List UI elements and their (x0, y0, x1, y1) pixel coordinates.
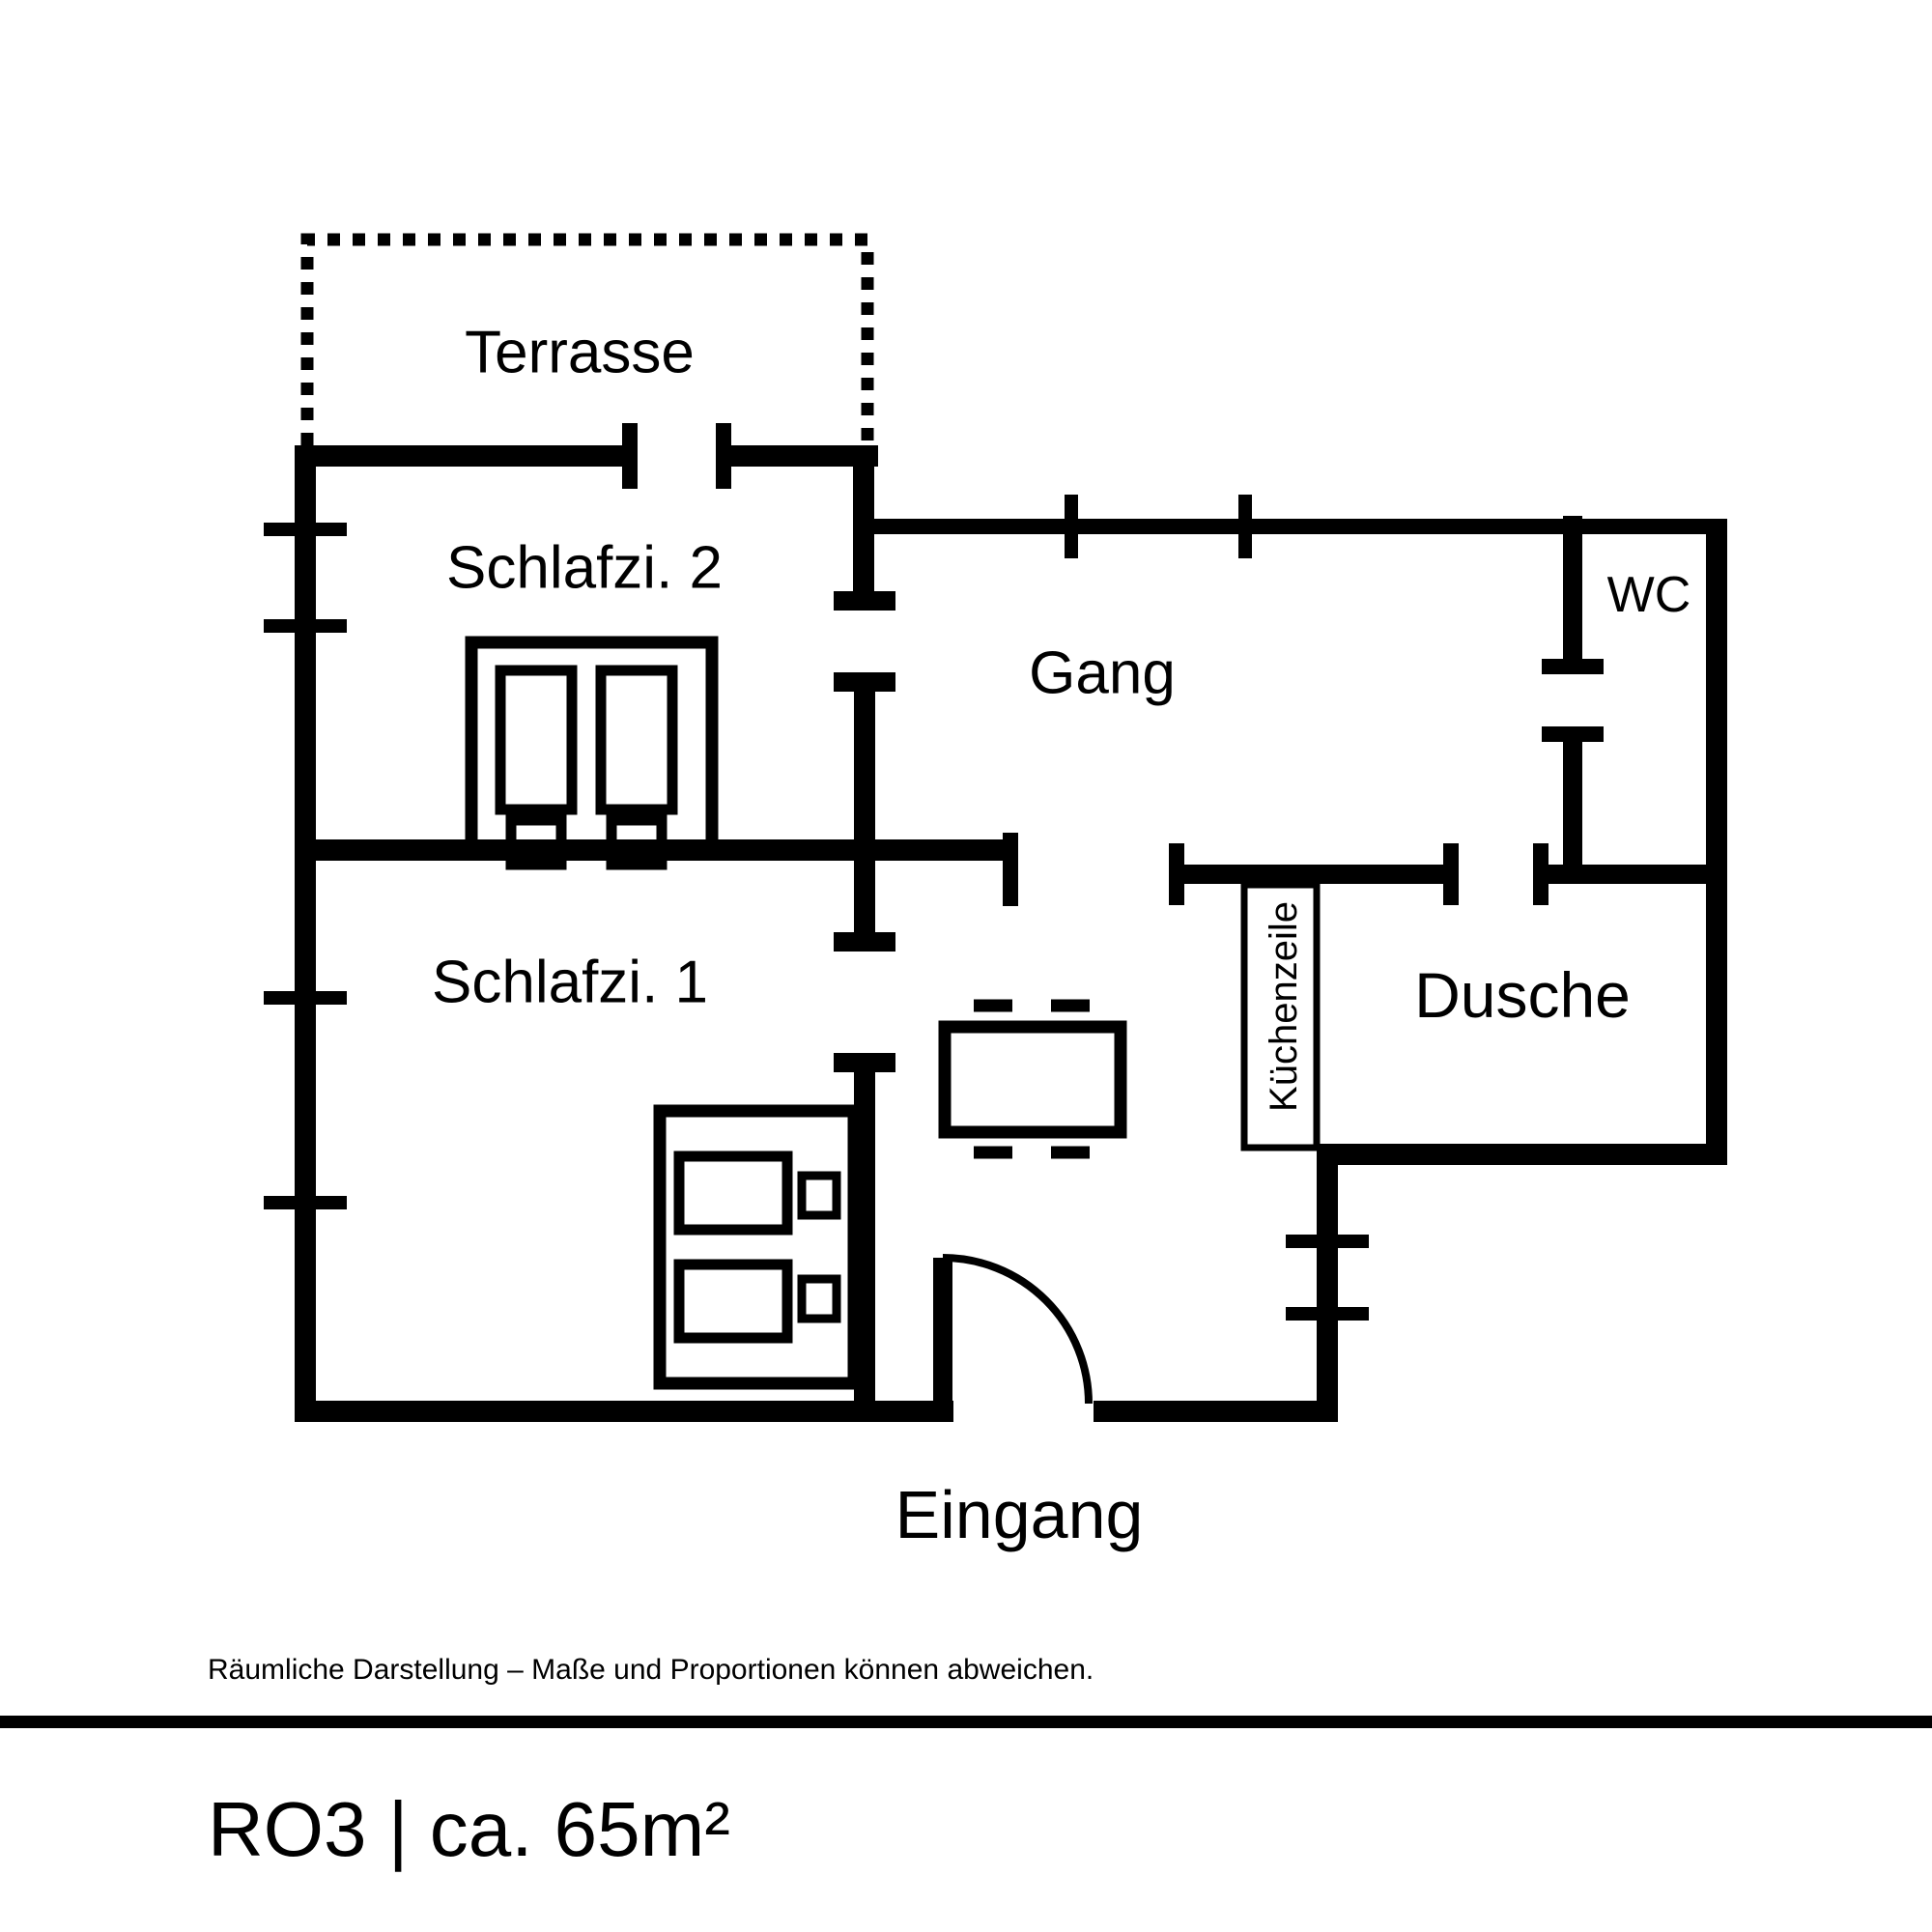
bed2-mattress (601, 670, 672, 810)
unit-title: RO3 | ca. 65m² (208, 1786, 730, 1872)
room-label-schlafzi-1: Schlafzi. 1 (431, 949, 709, 1016)
dining-table (945, 1027, 1121, 1132)
room-label-terrasse: Terrasse (465, 319, 695, 386)
footer-divider (0, 1716, 1932, 1728)
room-label-dusche: Dusche (1414, 959, 1631, 1031)
room-label-kuechenzeile: Küchenzeile (1263, 901, 1305, 1112)
room-label-gang: Gang (1029, 639, 1176, 707)
bed1-mattress (679, 1264, 787, 1338)
bed2-mattress (500, 670, 572, 810)
room-label-wc: WC (1606, 567, 1691, 623)
bed1-pillow (802, 1176, 837, 1215)
disclaimer-text: Räumliche Darstellung – Maße und Proportionen können abweichen. (208, 1654, 1094, 1686)
room-label-schlafzi-2: Schlafzi. 2 (445, 534, 724, 602)
entrance-door-swing-arc (943, 1258, 1089, 1404)
bed1-mattress (679, 1156, 787, 1230)
bed1-pillow (802, 1279, 837, 1319)
room-label-eingang: Eingang (895, 1477, 1144, 1552)
